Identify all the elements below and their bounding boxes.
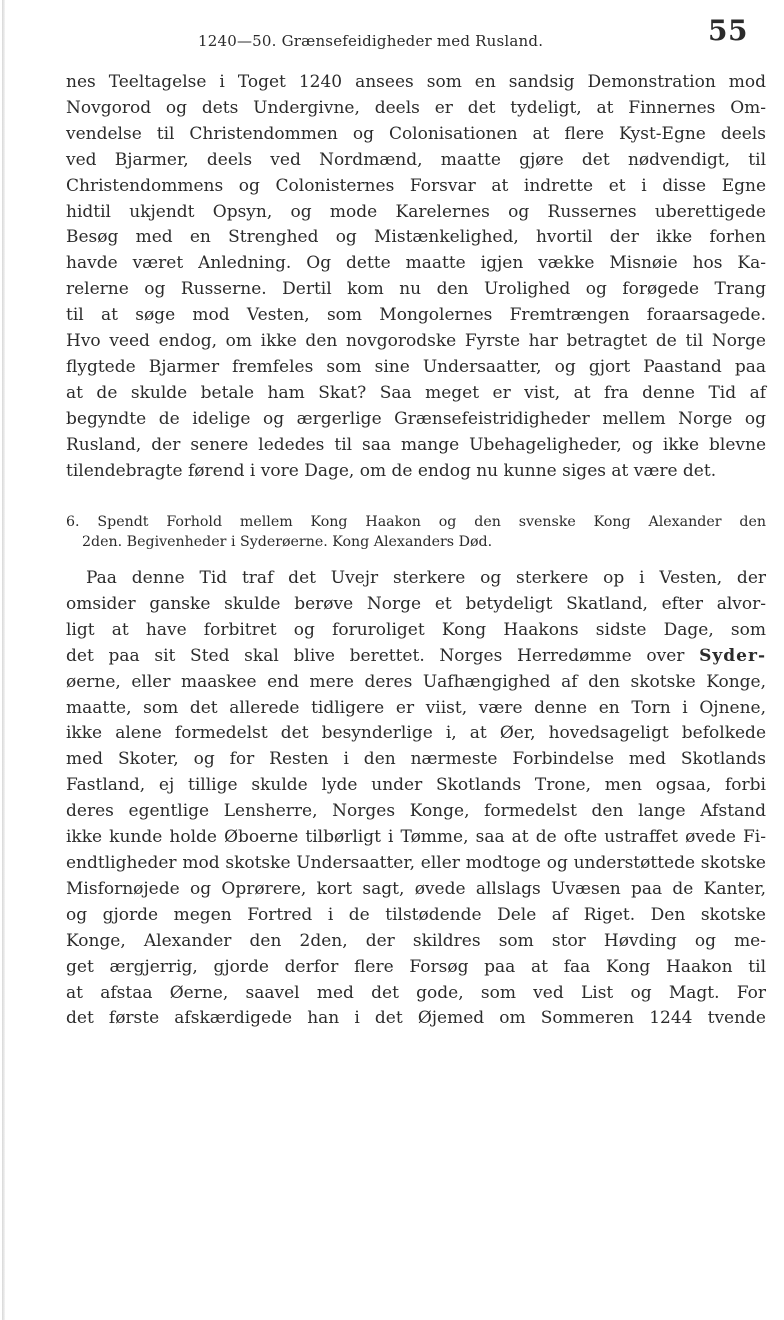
- text-line: Besøg med en Strenghed og Mistænkelighed, hvortil der ikke forhen: [66, 227, 766, 248]
- text-line: Misfornøjede og Oprørere, kort sagt, øvede allslags Uvæsen paa de Kanter,: [66, 878, 766, 899]
- paragraph-1: [66, 70, 766, 485]
- paragraph-2: [66, 566, 766, 1032]
- text-line: maatte, som det allerede tidligere er viist, være denne en Torn i Ojnene,: [66, 697, 766, 718]
- text-line: havde været Anledning. Og dette maatte igjen vække Misnøie hos Ka-: [66, 253, 766, 274]
- page-number: 55: [708, 14, 748, 47]
- text-line: get ærgjerrig, gjorde derfor flere Forsøg paa at faa Kong Haakon til: [66, 956, 766, 977]
- text-line: omsider ganske skulde berøve Norge et betydeligt Skatland, efter alvor-: [66, 593, 766, 614]
- running-title: 1240—50. Grænsefeidigheder med Rusland.: [198, 32, 544, 50]
- text-line: Rusland, der senere lededes til saa mange Ubehageligheder, og ikke blevne: [66, 434, 766, 455]
- text-line: flygtede Bjarmer fremfeles som sine Undersaatter, og gjort Paastand paa: [66, 356, 766, 377]
- page-edge: [2, 0, 5, 1320]
- text-line: begyndte de idelige og ærgerlige Grænsefeistridigheder mellem Norge og: [66, 408, 766, 429]
- running-header: [76, 14, 748, 54]
- text-line: Hvo veed endog, om ikke den novgorodske Fyrste har betragtet de til Norge: [66, 331, 766, 352]
- text-line: ikke kunde holde Øboerne tilbørligt i Tømme, saa at de ofte ustraffet øvede Fi-: [66, 827, 766, 848]
- text-line: og gjorde megen Fortred i de tilstødende Dele af Riget. Den skotske: [66, 904, 766, 925]
- text-line: Fastland, ej tillige skulde lyde under Skotlands Trone, men ogsaa, forbi: [66, 775, 766, 796]
- text-line: Konge, Alexander den 2den, der skildres som stor Høvding og me-: [66, 930, 766, 951]
- text-line: relerne og Russerne. Dertil kom nu den Urolighed og forøgede Trang: [66, 279, 766, 300]
- text-line: ikke alene formedelst det besynderlige i, at Øer, hovedsageligt befolkede: [66, 723, 766, 744]
- emphasized-word: Syder-: [699, 645, 766, 666]
- text-line: Novgorod og dets Undergivne, deels er det tydeligt, at Finnernes Om-: [66, 97, 766, 118]
- text-line: hidtil ukjendt Opsyn, og mode Karelernes og Russernes uberettigede: [66, 201, 766, 222]
- text-line: vendelse til Christendommen og Colonisationen at flere Kyst-Egne deels: [66, 123, 766, 144]
- summary-line: 2den. Begivenheder i Syderøerne. Kong Alexanders Død.: [82, 534, 493, 550]
- section-summary: [66, 512, 766, 552]
- text-line: til at søge mod Vesten, som Mongolernes Fremtrængen foraarsagede.: [66, 305, 766, 326]
- text-line: det paa sit Sted skal blive berettet. Norges Herredømme over Syder-: [66, 645, 766, 666]
- summary-line: 6. Spendt Forhold mellem Kong Haakon og den svenske Kong Alexander den: [66, 514, 766, 530]
- text-line: nes Teeltagelse i Toget 1240 ansees som en sandsig Demonstration mod: [66, 72, 766, 92]
- text-line: tilendebragte førend i vore Dage, om de endog nu kunne siges at være det.: [66, 460, 717, 481]
- text-line: det første afskærdigede han i det Øjemed om Sommeren 1244 tvende: [66, 1008, 766, 1029]
- text-line: deres egentlige Lensherre, Norges Konge, formedelst den lange Afstand: [66, 801, 766, 822]
- text-line: at de skulde betale ham Skat? Saa meget er vist, at fra denne Tid af: [66, 382, 766, 403]
- text-line: ligt at have forbitret og foruroliget Kong Haakons sidste Dage, som: [66, 619, 766, 640]
- text-line: øerne, eller maaskee end mere deres Uafhængighed af den skotske Konge,: [66, 671, 766, 692]
- text-line: at afstaa Øerne, saavel med det gode, som ved List og Magt. For: [66, 982, 766, 1003]
- text-line: Christendommens og Colonisternes Forsvar at indrette et i disse Egne: [66, 175, 766, 196]
- text-line: Paa denne Tid traf det Uvejr sterkere og sterkere op i Vesten, der: [86, 568, 766, 588]
- text-line: ved Bjarmer, deels ved Nordmænd, maatte gjøre det nødvendigt, til: [66, 149, 766, 170]
- text-line: med Skoter, og for Resten i den nærmeste Forbindelse med Skotlands: [66, 749, 766, 770]
- text-line: endtligheder mod skotske Undersaatter, eller modtoge og understøttede skotske: [66, 852, 766, 873]
